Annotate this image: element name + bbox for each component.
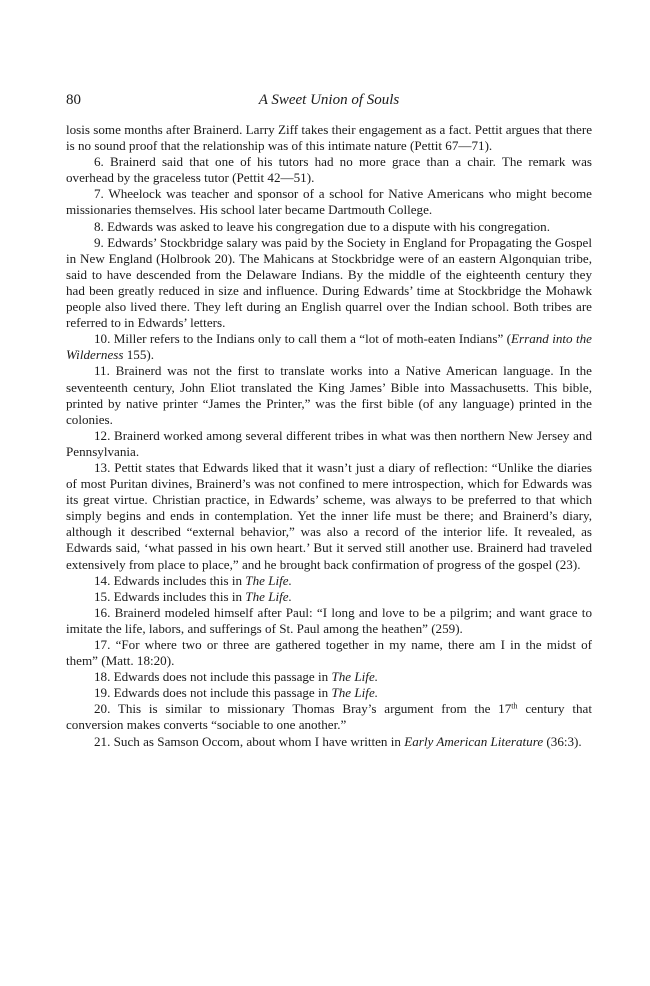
- endnote-text: 18. Edwards does not include this passage in: [94, 669, 332, 685]
- endnote-text: 14. Edwards includes this in: [94, 572, 246, 588]
- endnote: [66, 331, 592, 363]
- endnote-text: 6. Brainerd said that one of his tutors had no more grace than a chair. The remark was overhead by the graceless tutor (Pettit 42—51).: [66, 154, 592, 186]
- endnote: [66, 701, 592, 733]
- endnote: [66, 589, 592, 605]
- endnote-text: 16. Brainerd modeled himself after Paul: “I long and love to be a pilgrim; and want grace to imitate the life, labors, and sufferings of St. Paul among the heathen” (259).: [66, 604, 592, 636]
- endnote: [66, 186, 592, 218]
- endnote: [66, 363, 592, 427]
- italic-title: Early American Literature: [404, 733, 544, 749]
- italic-title: The Life.: [331, 685, 379, 701]
- endnote-text: 8. Edwards was asked to leave his congregation due to a dispute with his congregation.: [94, 218, 550, 234]
- page-header: [66, 90, 592, 110]
- endnote-text: (36:3).: [543, 733, 582, 749]
- endnotes-section: [66, 122, 592, 750]
- endnote-text: 10. Miller refers to the Indians only to call them a “lot of moth-eaten Indians” (: [94, 331, 512, 347]
- endnote: [66, 734, 592, 750]
- endnote: [66, 573, 592, 589]
- running-title: A Sweet Union of Souls: [258, 92, 400, 108]
- italic-title: Errand into the Wilderness: [66, 331, 592, 363]
- endnote-text: 20. This is similar to missionary Thomas Bray’s argument from the 17: [94, 701, 512, 717]
- endnote: [66, 428, 592, 460]
- italic-title: The Life.: [245, 588, 292, 604]
- endnote: [66, 637, 592, 669]
- endnote-text: losis some months after Brainerd. Larry Ziff takes their engagement as a fact. Pettit argues that there is no sound proof that the relationship was of this intimate nature (Pettit 67—71).: [66, 122, 593, 154]
- endnote-continuation: [66, 122, 592, 154]
- endnote-text: 13. Pettit states that Edwards liked that it wasn’t just a diary of reflection: “Unlike the diaries of most Puritan divines, Brainerd’s was not confined to mere introspection, which for Edwards was its great virtue. Christian practice, in Edwards’ scheme, was always to be preferred to that which simply begins and ends in contemplation. Yet the inner life must be there; and Brainerd’s diary, although it described “external behavior,” was also a record of the interior life. It revealed, as Edwards said, ‘what passed in his own heart.’ But it served still another use. Brainerd had traveled extensively from place to place,” and he brought back confirmation of progress of the gospel (23).: [66, 459, 592, 572]
- endnote: [66, 235, 592, 332]
- superscript-text: th: [511, 701, 518, 711]
- endnote-text: 7. Wheelock was teacher and sponsor of a school for Native Americans who might become missionaries themselves. His school later became Dartmouth College.: [66, 186, 592, 218]
- page-number: 80: [66, 92, 81, 108]
- endnote: [66, 605, 592, 637]
- endnote: [66, 219, 592, 235]
- endnote-text: 9. Edwards’ Stockbridge salary was paid by the Society in England for Propagating the Gospel in New England (Holbrook 20). The Mahicans at Stockbridge were of an eastern Algonquian tribe, said to have descended from the Delaware Indians. By the middle of the eighteenth century they had been greatly reduced in size and influence. During Edwards’ time at Stockbridge the Mohawk people also lived there. They left during an English quarrel over the Indian school. Both tribes are referred to in Edwards’ letters.: [66, 234, 592, 331]
- endnote-text: 11. Brainerd was not the first to translate works into a Native American language. In the seventeenth century, John Eliot translated the King James’ Bible into Massachusetts. This bible, printed by native printer “James the Printer,” was the first bible (of any language) printed in the colonies.: [66, 363, 592, 427]
- italic-title: The Life.: [245, 572, 292, 588]
- endnote-text: 19. Edwards does not include this passage in: [94, 685, 332, 701]
- endnote-text: 21. Such as Samson Occom, about whom I have written in: [94, 733, 405, 749]
- endnote-text: century that conversion makes converts “sociable to one another.”: [66, 701, 592, 733]
- endnote: [66, 669, 592, 685]
- endnote: [66, 460, 592, 573]
- endnote-text: 155).: [123, 347, 155, 363]
- italic-title: The Life.: [331, 669, 379, 685]
- endnote: [66, 685, 592, 701]
- endnote: [66, 154, 592, 186]
- endnote-text: 12. Brainerd worked among several different tribes in what was then northern New Jersey and Pennsylvania.: [66, 427, 592, 459]
- endnote-text: 17. “For where two or three are gathered together in my name, there am I in the midst of them” (Matt. 18:20).: [66, 637, 592, 669]
- endnote-text: 15. Edwards includes this in: [94, 588, 246, 604]
